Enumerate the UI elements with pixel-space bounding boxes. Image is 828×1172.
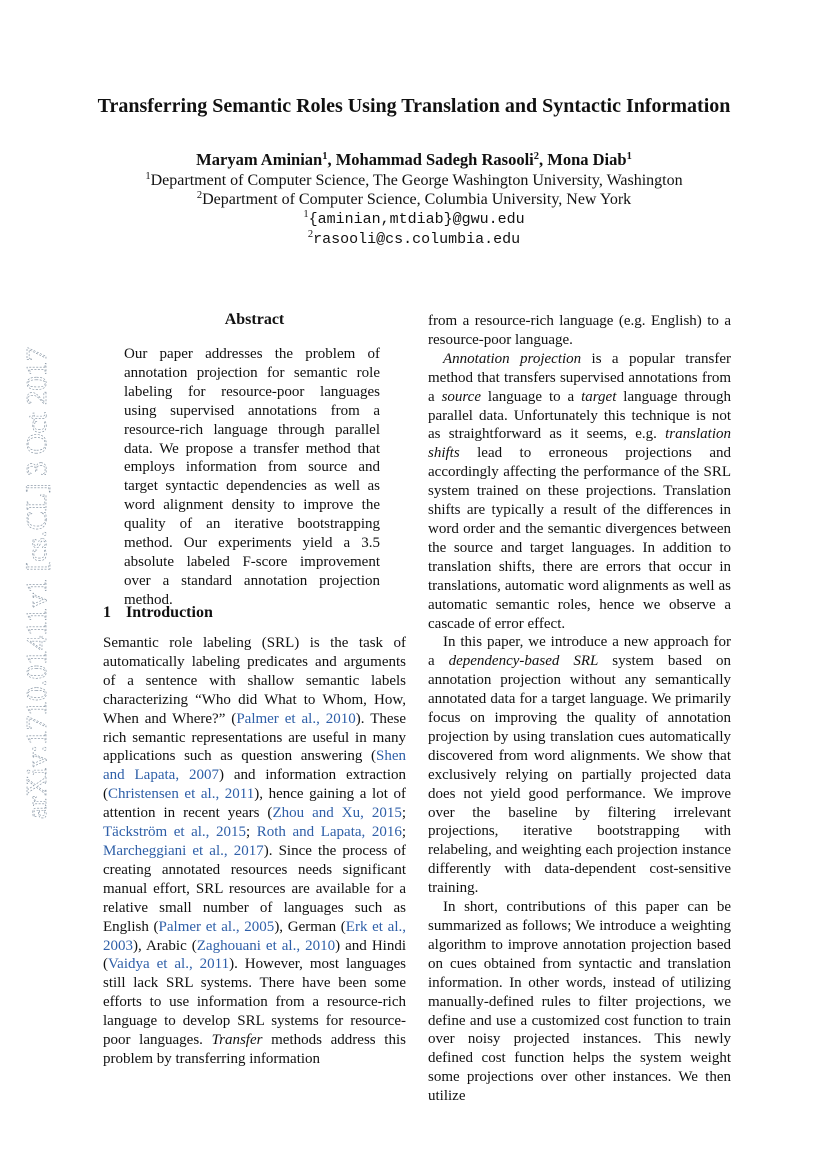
text-run: ) and information extraction ( — [103, 767, 406, 803]
emphasis: target — [581, 388, 617, 405]
paragraph — [103, 634, 406, 1069]
emphasis: Transfer — [211, 1032, 263, 1049]
text-run: lead to erroneous projections and accordingly affecting the performance of the SRL system trained on these projections. Translation shifts are typically a result of the differences in word order and the semantic divergences between the source and target languages. In addition to translation shifts, there are errors that occur in translations, automatic word alignments as well as automatic semantic roles, hence we observe a cascade of error effect. — [428, 445, 731, 632]
text-run: ), hence gaining a lot of attention in recent years ( — [103, 786, 406, 822]
affiliation-2 — [0, 191, 828, 209]
text-run: ) and Hindi ( — [103, 937, 406, 973]
emphasis: translation shifts — [428, 426, 731, 462]
text-run: ). These rich semantic representations are useful in many applications such as question answering ( — [103, 710, 407, 765]
author-list — [0, 150, 828, 170]
citation-link[interactable]: Roth and Lapata, 2016 — [256, 824, 402, 841]
author-affiliation-marker: 1 — [322, 151, 328, 163]
citation-link[interactable]: Christensen et al., 2011 — [108, 786, 255, 803]
text-run: ; — [246, 824, 257, 841]
citation-link[interactable]: Täckström et al., 2015 — [103, 824, 246, 841]
email-1 — [0, 210, 828, 228]
text-run: ). However, most languages still lack SRL systems. There have been some efforts to use information from a resource-rich language to develop SRL systems for resource-poor languages. — [103, 956, 406, 1049]
author-affiliation-marker: 2 — [533, 151, 539, 163]
author-name: Mohammad Sadegh Rasooli — [335, 150, 534, 169]
section-title: Introduction — [126, 604, 213, 621]
affiliation-marker: 2 — [196, 190, 203, 202]
author-name: Maryam Aminian — [196, 150, 323, 169]
paragraph — [428, 633, 731, 898]
abstract-heading: Abstract — [224, 311, 285, 328]
email-2 — [0, 230, 828, 248]
affiliation-text: Department of Computer Science, The George Washington University, Washington — [150, 172, 683, 189]
paper-title: Transferring Semantic Roles Using Translation and Syntactic Information — [97, 95, 731, 117]
citation-link[interactable]: Palmer et al., 2010 — [236, 710, 356, 727]
author-separator: , — [327, 150, 336, 169]
arxiv-stamp-graphic — [12, 345, 58, 821]
text-run: In this paper, we introduce a new approach for a — [428, 634, 731, 670]
citation-link[interactable]: Vaidya et al., 2011 — [108, 956, 230, 973]
affiliation-1 — [0, 172, 828, 190]
text-run: ; — [401, 824, 407, 841]
citation-link[interactable]: Erk et al., 2003 — [103, 918, 406, 954]
email-text: {aminian,mtdiab}@gwu.edu — [308, 211, 525, 228]
abstract-body: Our paper addresses the problem of annotation projection for semantic role labeling for resource-poor languages using supervised annotations from a resource-rich language through parallel data. We propose a transfer method that employs information from source and target syntactic dependencies as well as word alignment density to improve the quality of an iterative bootstrapping method. Our experiments yield a 3.5 absolute labeled F-score improvement over a standard annotation projection method. — [124, 346, 380, 608]
text-run: is a popular transfer method that transfers supervised annotations from a — [428, 350, 731, 405]
email-marker: 1 — [303, 209, 309, 221]
citation-link[interactable]: Zhou and Xu, 2015 — [272, 805, 402, 822]
author-separator: , — [539, 150, 548, 169]
paragraph-continuation: from a resource-rich language (e.g. English) to a resource-poor language. — [428, 313, 731, 348]
affiliation-text: Department of Computer Science, Columbia University, New York — [202, 191, 632, 208]
left-column-body — [103, 634, 406, 1069]
emphasis: dependency-based SRL — [448, 653, 599, 670]
paragraph — [428, 350, 731, 634]
section-number: 1 — [103, 604, 111, 621]
arxiv-stamp — [12, 345, 58, 821]
email-marker: 2 — [307, 229, 314, 241]
text-run: language to a — [481, 388, 582, 405]
author-affiliation-marker: 1 — [626, 151, 632, 163]
affiliation-marker: 1 — [145, 171, 151, 183]
citation-link[interactable]: Shen and Lapata, 2007 — [103, 748, 406, 784]
emphasis: source — [441, 388, 481, 405]
text-run: ), German ( — [274, 918, 346, 935]
email-text: rasooli@cs.columbia.edu — [313, 231, 521, 248]
text-run: methods address this problem by transferring information — [103, 1032, 406, 1067]
text-run: ; — [401, 805, 407, 822]
emphasis: Annotation projection — [443, 350, 582, 367]
citation-link[interactable]: Palmer et al., 2005 — [158, 918, 275, 935]
text-run: language through parallel data. Unfortunately this technique is not as straightforward as it seems, e.g. — [428, 388, 731, 443]
text-run: Semantic role labeling (SRL) is the task of automatically labeling predicates and arguments of a sentence with shallow semantic labels characterizing “Who did What to Whom, How, When and Where?” ( — [103, 635, 406, 727]
paragraph: In short, contributions of this paper can be summarized as follows; We introduce a weighting algorithm to improve annotation projection based on cues obtained from syntactic and translation information. In other words, instead of utilizing manually-defined rules to filter projections, we define and use a customized cost function to train over noisy projected instances. This newly defined cost function helps the system weight some projections over other instances. We then utilize — [428, 899, 731, 1105]
section-heading — [103, 604, 213, 622]
citation-link[interactable]: Marcheggiani et al., 2017 — [103, 842, 264, 859]
arxiv-id: arXiv:1710.01411v1 [cs.CL] 3 Oct 2017 — [21, 348, 53, 819]
author-name: Mona Diab — [547, 150, 627, 169]
right-column-body — [428, 312, 731, 1106]
citation-link[interactable]: Zaghouani et al., 2010 — [196, 937, 336, 954]
text-run: ), Arabic ( — [133, 937, 197, 954]
text-run: system based on annotation projection without any semantically annotated data for a target language. We primarily focus on improving the quality of annotation projection by using translation cues automatically discovered from word alignments. We show that exclusively relying on partially projected data does not yield good performance. We improve over the baseline by filtering irrelevant projections, iterative bootstrapping with relabeling, and weighting each projection instance differently with data-dependent cost-sensitive training. — [428, 653, 731, 897]
text-run: ). Since the process of creating annotated resources needs significant manual effort, SRL resources are available for a relative small number of languages such as English ( — [103, 842, 406, 935]
